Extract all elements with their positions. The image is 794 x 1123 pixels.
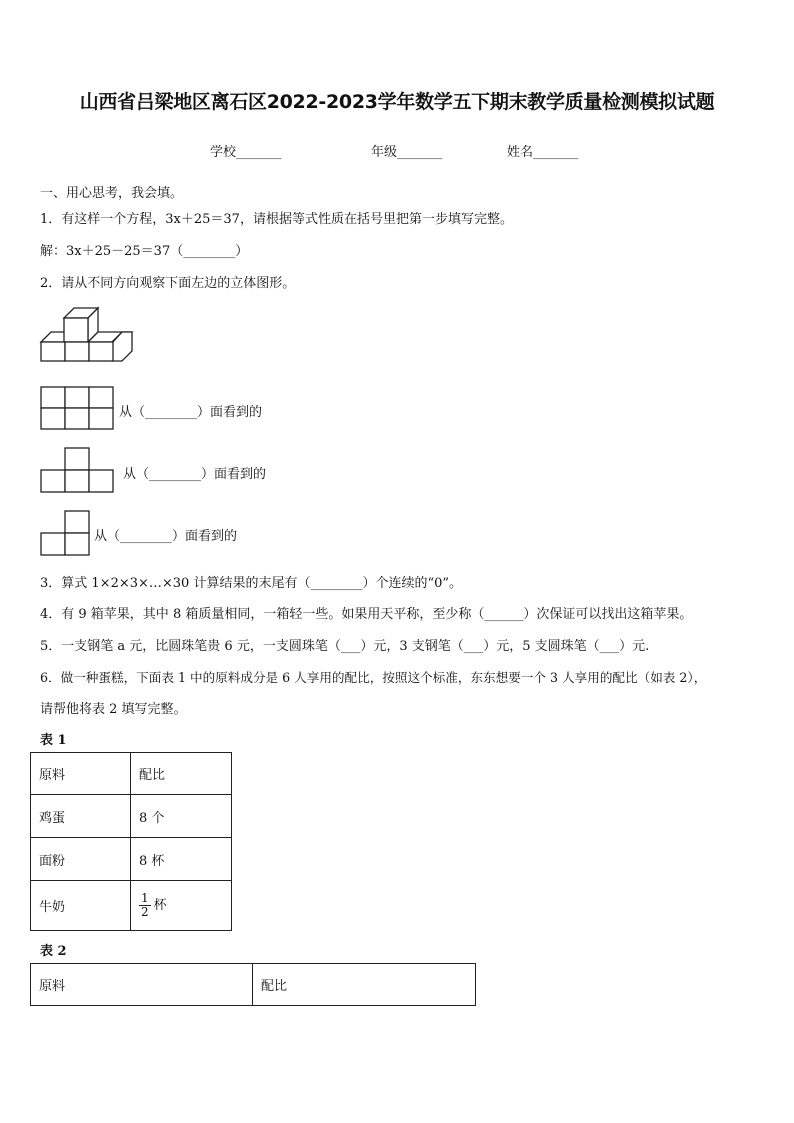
view-1-grid-figure [40, 386, 116, 432]
table-cell: 8 个 [131, 795, 232, 838]
view-1-label: 从（________）面看到的 [119, 405, 263, 420]
fraction-denominator: 2 [141, 905, 149, 919]
question-1-solution: 解：3x＋25－25＝37（________） [40, 244, 249, 259]
table-row [31, 964, 476, 1006]
table-row [31, 838, 232, 881]
question-5-text: 5．一支钢笔 a 元，比圆珠笔贵 6 元，一支圆珠笔（___）元，3 支钢笔（___）元，5 支圆珠笔（___）元. [40, 639, 650, 654]
question-1-text: 1．有这样一个方程，3x＋25＝37，请根据等式性质在括号里把第一步填写完整。 [40, 212, 513, 227]
view-2-figure [40, 447, 116, 495]
table-cell: 鸡蛋 [31, 795, 131, 838]
name-field[interactable]: 姓名_______ [507, 145, 579, 160]
table-row [31, 795, 232, 838]
table-1-label: 表 1 [40, 733, 67, 748]
table-cell: 原料 [31, 753, 131, 795]
table-2-label: 表 2 [40, 944, 67, 959]
table-cell: 配比 [131, 753, 232, 795]
table-cell: 牛奶 [31, 881, 131, 931]
grade-field[interactable]: 年级_______ [371, 145, 443, 160]
fraction-unit: 杯 [153, 898, 167, 913]
table-cell: 原料 [31, 964, 253, 1006]
school-field[interactable]: 学校_______ [210, 145, 282, 160]
table-2 [30, 963, 476, 1006]
view-2-label: 从（________）面看到的 [123, 467, 267, 482]
question-3-text: 3．算式 1×2×3×…×30 计算结果的末尾有（________）个连续的“0”。 [40, 576, 463, 591]
cube-solid-figure [40, 306, 136, 362]
table-row [31, 881, 232, 931]
table-1 [30, 752, 232, 931]
table-cell: 面粉 [31, 838, 131, 881]
question-4-text: 4．有 9 箱苹果，其中 8 箱质量相同，一箱轻一些。如果用天平称，至少称（______）次保证可以找出这箱苹果。 [40, 607, 693, 622]
question-6-line-2: 请帮他将表 2 填写完整。 [40, 702, 187, 717]
table-cell-fraction [131, 881, 232, 931]
question-2-text: 2．请从不同方向观察下面左边的立体图形。 [40, 276, 296, 291]
fraction [139, 892, 151, 919]
page-title: 山西省吕梁地区离石区2022-2023学年数学五下期末教学质量检测模拟试题 [79, 91, 715, 113]
view-3-label: 从（________）面看到的 [94, 529, 238, 544]
table-cell: 配比 [253, 964, 476, 1006]
table-row [31, 753, 232, 795]
view-3-figure [40, 510, 92, 558]
question-6-line-1: 6．做一种蛋糕，下面表 1 中的原料成分是 6 人享用的配比，按照这个标准，东东想要一个 3 人享用的配比（如表 2）， [40, 670, 707, 685]
table-cell: 8 杯 [131, 838, 232, 881]
fraction-numerator: 1 [141, 891, 149, 905]
section-heading: 一、用心思考，我会填。 [40, 186, 184, 201]
